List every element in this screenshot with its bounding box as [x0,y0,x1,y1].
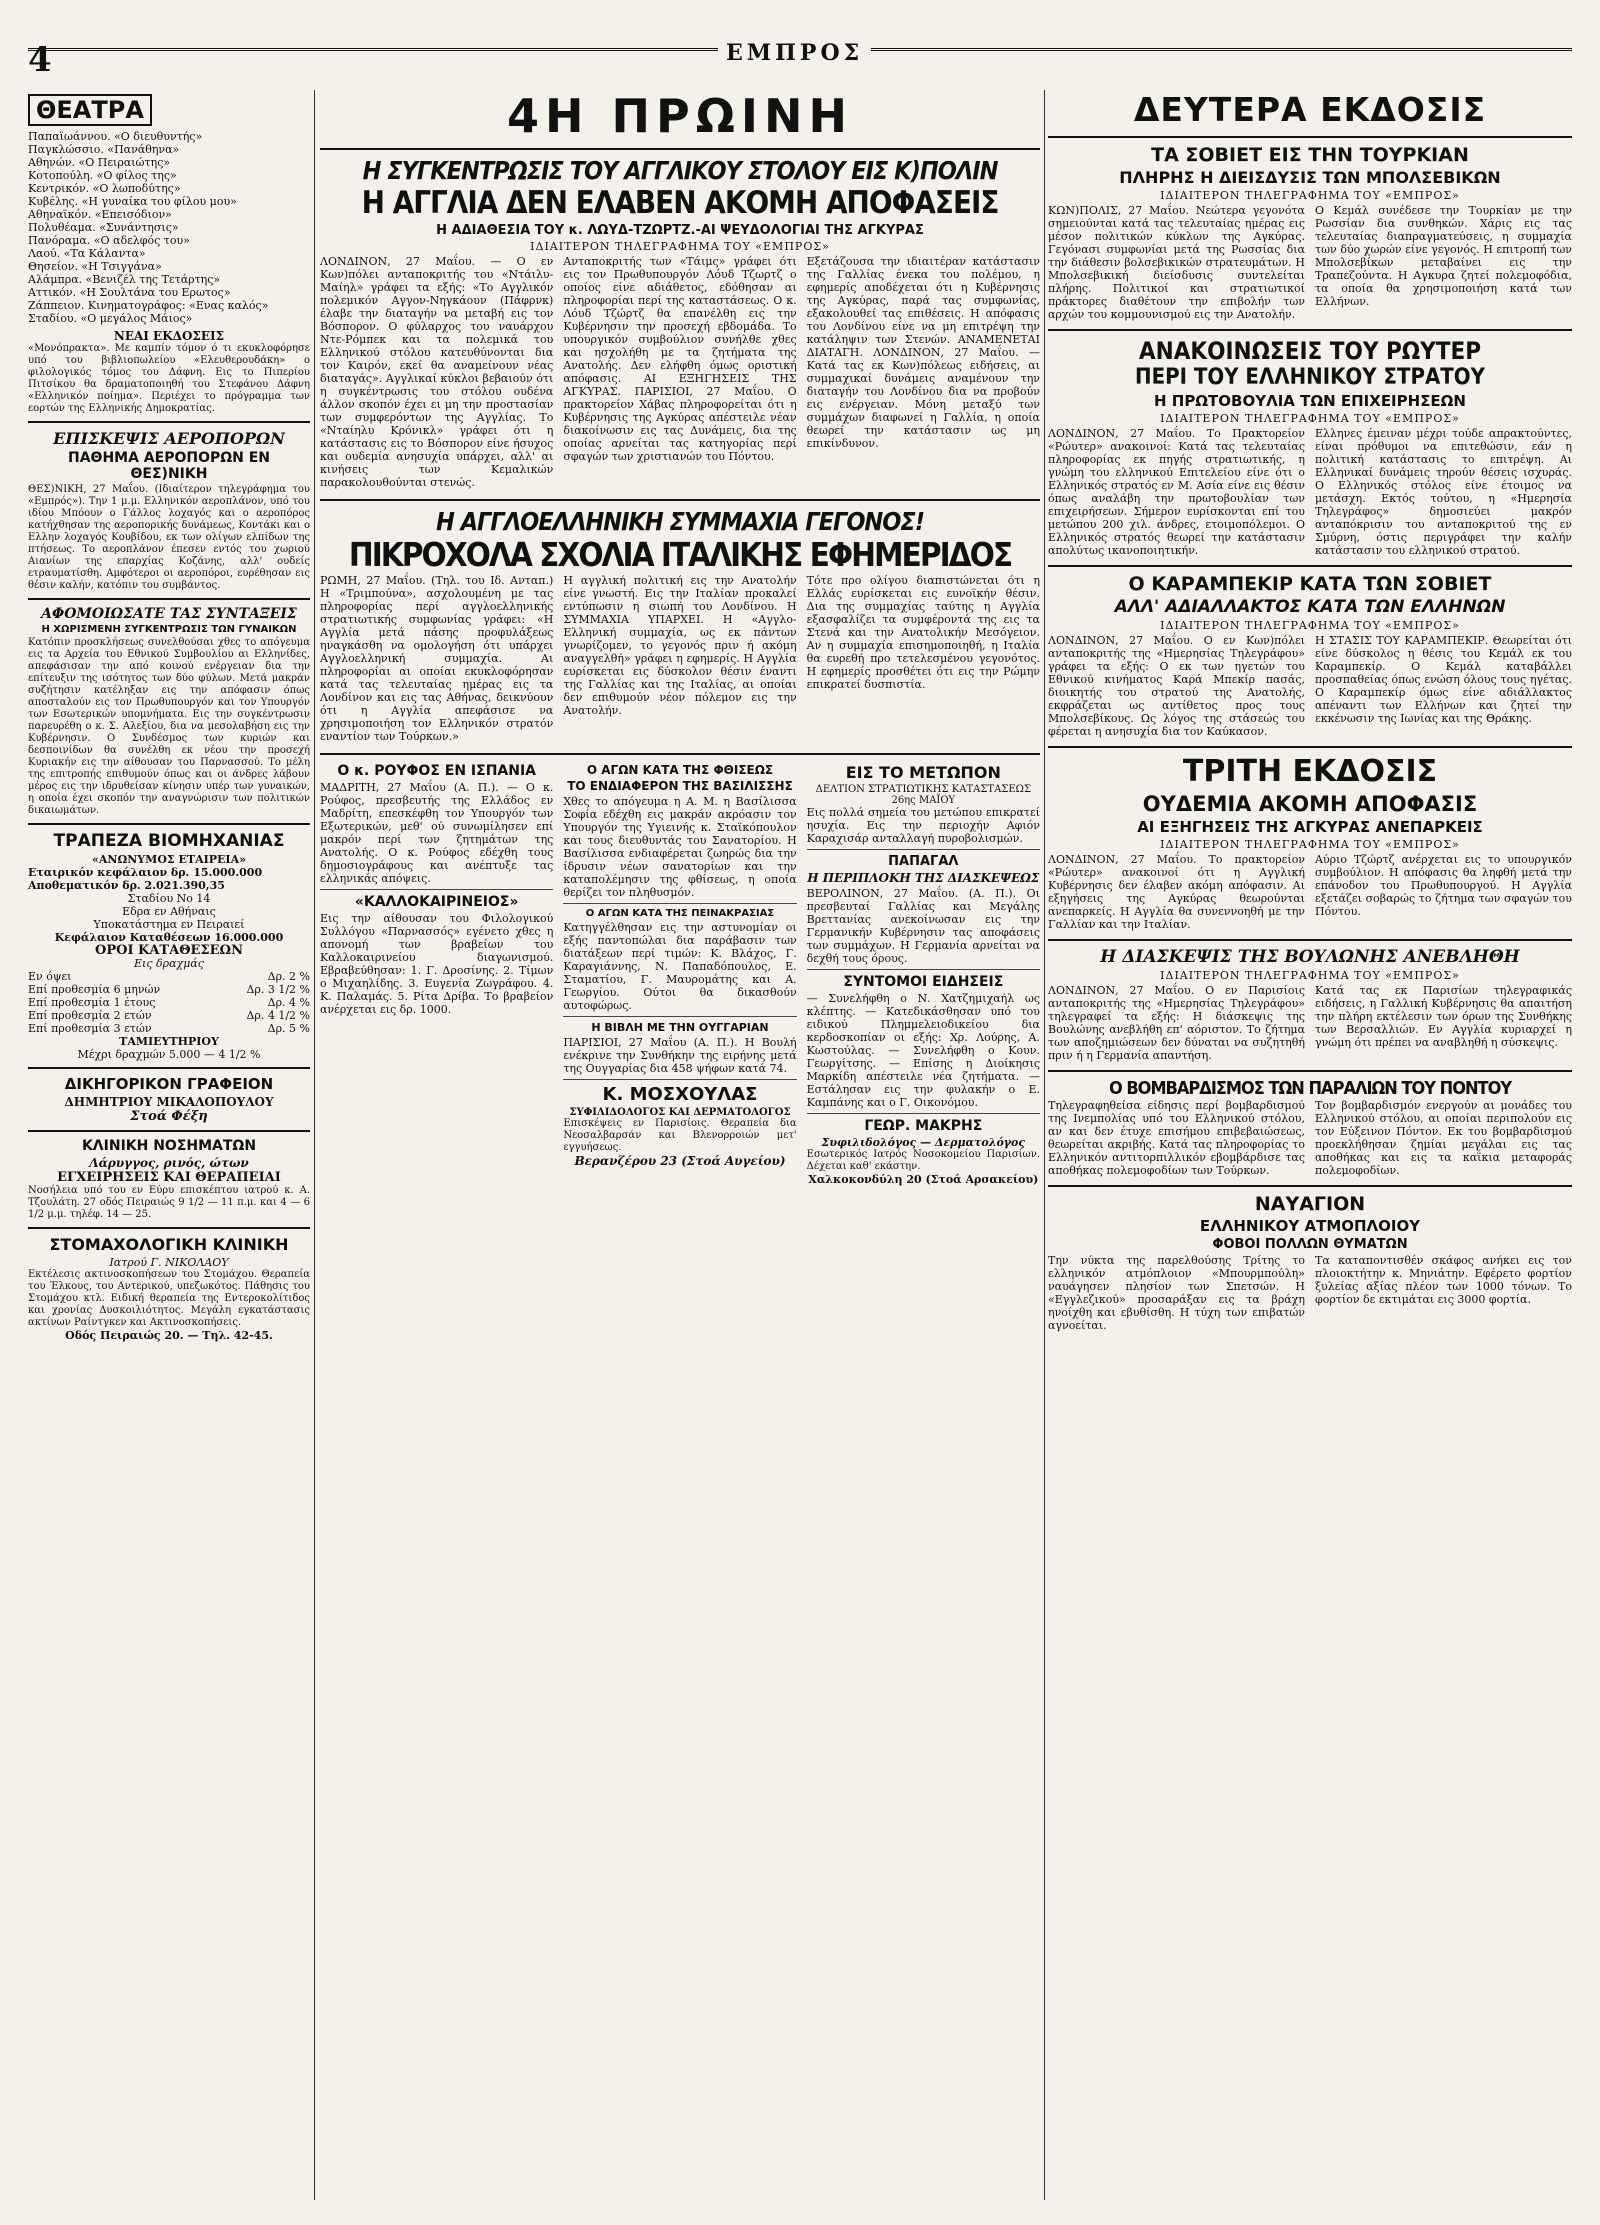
makris-ad-text: Εσωτερικός Ιατρός Νοσοκομείου Παρισίων. Δέχεται καθ' εκάστην. [806,1149,1040,1172]
bank-rate-value: Δρ. 5 % [267,1022,310,1035]
women-text: Κατόπιν προσκλήσεως συνελθούσαι χθες το απόγευμα εις τα Αρχεία του Εθνικού Συμβουλίου αι Ελληνίδες, απεφάσισαν την από κοινού ενέργειαν δια την επίτευξιν της ισότητος των δύο φύλων. Μετά μακράν συζήτησιν κατέληξαν εις την απόφασιν όπως αποσταλούν εις τον Πρωθυπουργόν και τον Υπουργόν των Εσωτερικών υπομνήματα. Εις την συγκέντρωσιν παρευρέθη ο κ. Σ. Αλεξίου, δια να μεσολαβήση εις την Κυβέρνησιν. Ο Συνδέσμος των κυριών και δεσποινίδων θα συνέλθη εκ νέου την προσεχή Κυριακήν εις την αίθουσαν του Παρνασσού. Το μέλη της επιτροπής επιθυμούν όπως και οι άνδρες λάβουν μέρος εις την ιδρυθείσαν κίνησιν υπέρ των γυναικών, η οποία έχει σκοπόν την αναγνώρισιν των πολιτικών δικαιωμάτων. [28,637,310,816]
boulogne-article [1048,984,1572,1062]
divider [1048,329,1572,331]
divider [320,889,553,890]
karabekir-article-col1: ΛΟΝΔΙΝΟΝ, 27 Μαΐου. Ο εν Κων)πόλει ανταποκριτής της «Ημερησίας Τηλεγράφου» γράφει τα εξής: Ο εκ των ηγετών του Εθνικού κινήματος Καρά Μπεκίρ πασάς, διοικητής του στρατού της Ανατολής, εκφράζεται ως αντίθετος προς τους Μπολσεβίκους. Ως λόγος της στάσεώς του φέρεται η ανησυχία δια τον Καύκασον. [1048,634,1305,738]
third-article-col1: ΛΟΝΔΙΝΟΝ, 27 Μαΐου. Το πρακτορείον «Ρώυτερ» ανακοινοί ότι η Αγγλική Κυβέρνησις δεν έλαβεν ακόμη απόφασιν. Αι εξηγήσεις της Αγκύρας θεωρούνται ανεπαρκείς. Η Αγγλία θα συνεννοηθή με την Γαλλίαν και την Ιταλίαν. [1048,853,1305,931]
bank-rate-label: Επί προθεσμία 1 έτους [28,996,156,1009]
pontus-article [1048,1099,1572,1177]
edition-title: 4Η ΠΡΩΙΝΗ [507,89,853,143]
aviation-subtitle: ΠΑΘΗΜΑ ΑΕΡΟΠΟΡΩΝ ΕΝ ΘΕΣ)ΝΙΚΗ [67,450,271,482]
front-text: Εις πολλά σημεία του μετώπου επικρατεί ησυχία. Εις την περιοχήν Αφιόν Καραχισάρ ανταλλαγή πυροβολισμών. [806,806,1040,845]
divider [28,598,310,600]
divider [563,903,796,904]
shipwreck-headline: ΝΑΥΑΓΙΟΝ [1254,1193,1366,1215]
second-edition-title: ΔΕΥΤΕΡΑ ΕΚΔΟΣΙΣ [1133,90,1487,129]
right-column [1048,90,1572,2200]
soviet-article [1048,204,1572,321]
third-edition-title: ΤΡΙΤΗ ΕΚΔΟΣΙΣ [1182,754,1438,789]
theatre-listing: Αλάμπρα. «Βενιζέλ της Τετάρτης» [28,273,221,286]
main-headline-2: Η ΑΓΓΛΙΑ ΔΕΝ ΕΛΑΒΕΝ ΑΚΟΜΗ ΑΠΟΦΑΣΕΙΣ [361,185,999,221]
bank-rate-label: Επί προθεσμία 6 μηνών [28,983,161,996]
third-article-col2: Αύριο Τζώρτζ ανέρχεται εις το υπουργικόν συμβούλιον. Η απόφασις θα ληφθή μετά την επάνοδον του Πρωθυπουργού. Η Αγγλία εξετάζει σοβαρώς το ζήτημα των σφαγών του Πόντου. [1315,853,1572,918]
bank-rate-value: Δρ. 2 % [267,970,310,983]
spain-title: Ο κ. ΡΟΥΦΟΣ ΕΝ ΙΣΠΑΝΙΑ [337,763,537,779]
soviet-article-col2: Ο Κεμάλ συνέδεσε την Τουρκίαν με την Ρωσσίαν δια συνθηκών. Χάρις εις τας τελευταίας διαπραγματεύσεις, η συμμαχία των δύο χωρών είνε γεγονός. Η επιτροπή των Μπολσεβίκων μεταβαίνει εις την Τραπεζούντα. Η Αγκυρα ζητεί πολεμοφόδια, τα οποία θα χρησιμοποιήση κατά των Ελλήνων. [1315,204,1572,308]
middle-column [320,90,1040,2200]
bank-capital: Εταιρικόν κεφάλαιον δρ. 15.000.000 [28,866,263,879]
kallokairineios-title: «ΚΑΛΛΟΚΑΙΡΙΝΕΙΟΣ» [354,894,519,910]
divider [807,849,1040,850]
main-article-col1: ΛΟΝΔΙΝΟΝ, 27 Μαΐου. — Ο εν Κων)πόλει ανταποκριτής του «Ντάιλυ-Μαίηλ» γράφει τα εξής: «Το Αγγλικόν πολεμικόν Αγγον-Νηγκάουν (Πάφρνκ) έλαβε την διαταγήν να μεταβή εις τον Βόσπορον. Ο φύλαρχος του ναυάρχου Ντε-Ρόμπεκ και τα πολεμικά του Ελληνικού στόλου κατευθύνονται δια τον Καιρόν, εκεί θα αναμείνουν νέας διαταγάς». Αγγλικαί κύκλοι βεβαιούν ότι η συγκέντρωσις του στόλου ουδένα άλλον σκοπόν έχει ει μη την προστασίαν των συμφερόντων της Αγγλίας. Το «Νταίηλυ Κρόνικλ» γράφει ότι η κατάστασις εις το Βόσπορον είνε ήσυχος και ουδεμία ανησυχία υπάρχει, αλλ' αι κινήσεις των Κεμαλικών παρακολουθούνται στενώς. [320,255,554,489]
third-article [1048,853,1572,931]
clinic-text: Νοσήλεια υπό του εν Εύρυ επισκέπτου ιατρού κ. Α. Τζουλάτη. 27 οδός Πειραιώς 9 1/2 — 11 π.μ. και 4 — 6 1/2 μ.μ. τηλέφ. 14 — 25. [28,1185,310,1220]
soviet-article-col1: ΚΩΝ)ΠΟΛΙΣ, 27 Μαΐου. Νεώτερα γεγονότα σημειούνται κατά τας τελευταίας ημέρας εις μέσον πολιτικών κύκλων της Αγκύρας. Γεγόνασι συμφωνίαι μετά της Ρωσσίας δια την διάθεσιν βολσεβικικών στρατευμάτων. Η Μπολσεβικική διείσδυσις συντελείται πλήρης. Πολιτικοί και στρατιωτικοί πράκτορες διαθέτουν την επιβολήν των αρχών του κομμουνισμού εις την Ανατολήν. [1048,204,1305,321]
divider [1048,939,1572,941]
shipwreck-headline-2: ΕΛΛΗΝΙΚΟΥ ΑΤΜΟΠΛΟΙΟΥ [1199,1217,1421,1235]
reuter-byline: ΙΔΙΑΙΤΕΡΟΝ ΤΗΛΕΓΡΑΦΗΜΑ ΤΟΥ «ΕΜΠΡΟΣ» [1160,412,1460,425]
hungary-title: Η ΒΙΒΛΗ ΜΕ ΤΗΝ ΟΥΓΓΑΡΙΑΝ [591,1021,769,1034]
divider [28,1067,310,1069]
front-subtitle: ΔΕΛΤΙΟΝ ΣΤΡΑΤΙΩΤΙΚΗΣ ΚΑΤΑΣΤΑΣΕΩΣ 26ης ΜΑΪΟΥ [815,784,1032,806]
masthead [28,40,1572,84]
bank-rates-table [28,970,310,1035]
theatre-listing: Παγκλώσσιο. «Πανάθηνα» [28,143,180,156]
main-article-col3: Εξετάζουσα την ιδιαιτέραν κατάστασιν της Γαλλίας ένεκα του πολέμου, η εφημερίς αποδέχεται ότι η Κυβέρνησις της Αγκύρας, παρά τας συμφωνίας, εξακολουθεί τας επιθέσεις. Η απόφασις του Λονδίνου είνε να μη επιτρέψη την κατάληψιν των Στενών. ΑΝΑΜΕΝΕΤΑΙ ΔΙΑΤΑΓΗ. ΛΟΝΔΙΝΟΝ, 27 Μαΐου. — Κατά τας εκ Κων)πόλεως ειδήσεις, αι συμμαχικαί δυνάμεις αναμένουν την διαταγήν του Λονδίνου δια να προβούν εις ενέργειαν. Μόνη μεταξύ των συμμάχων διαφωνεί η Γαλλία, η οποία θεωρεί την κατάστασιν ως μη επικίνδυνον. [806,255,1040,450]
column-divider [1044,90,1045,2200]
short-news-title: ΣΥΝΤΟΜΟΙ ΕΙΔΗΣΕΙΣ [843,974,1004,990]
spain-text: ΜΑΔΡΙΤΗ, 27 Μαΐου (Α. Π.). — Ο κ. Ρούφος, πρεσβευτής της Ελλάδος εν Μαδρίτη, επεσκέφθη τον Υπουργόν των Εξωτερικών, μεθ' ού συνωμίλησεν επί μακρόν περί των ζητημάτων της Ανατολής. Ο κ. Ρούφος εδέχθη τους δημοσιογράφους και ανέπτυξε τας ελληνικάς απόψεις. [320,781,554,885]
divider [320,753,1040,755]
shipwreck-article [1048,1254,1572,1332]
theatre-listing: Πολυθέαμα. «Συνάντησις» [28,221,179,234]
divider [563,1016,796,1017]
pontus-article-col1: Τηλεγραφηθείσα είδησις περί βομβαρδισμού της Ινεμπολίας υπό του Ελληνικού στόλου, αν και δεν έτυχε επισήμου επιβεβαιώσεως, θεωρείται ακριβής. Κατά τας πληροφορίας το Ελληνικόν αντιτορπιλλικόν εβομβάρδισε τας αποθήκας πολεμοφοδίων των Τούρκων. [1048,1099,1305,1177]
theatre-listing: Αθηνών. «Ο Πειραιώτης» [28,156,171,169]
third-byline: ΙΔΙΑΙΤΕΡΟΝ ΤΗΛΕΓΡΑΦΗΜΑ ΤΟΥ «ΕΜΠΡΟΣ» [1160,838,1460,851]
gastro-clinic-address: Οδός Πειραιώς 20. — Τηλ. 42-45. [65,1329,273,1342]
column-divider [314,90,315,2200]
karabekir-article [1048,634,1572,738]
bank-terms-title: ΟΡΟΙ ΚΑΤΑΘΕΣΕΩΝ [95,943,243,958]
divider [320,148,1040,150]
pontus-article-col2: Τον βομβαρδισμόν ενεργούν αι μονάδες του Ελληνικού στόλου, αι οποίαι περιπολούν εις τον Εύξεινον Πόντον. Εκ του βομβαρδισμού προεκλήθησαν ζημίαι μεγάλαι εις τας αποθήκας και εις τα καΐκια μεταφοράς πολεμοφοδίων. [1315,1099,1572,1177]
makris-ad-address: Χαλκοκονδύλη 20 (Στοά Αρσακείου) [808,1173,1039,1186]
bank-reserve: Αποθεματικόν δρ. 2.021.390,35 [28,879,225,892]
newspaper-page [28,40,1572,2200]
karabekir-article-col2: Η ΣΤΑΣΙΣ ΤΟΥ ΚΑΡΑΜΠΕΚΙΡ. Θεωρείται ότι είνε δύσκολος η θέσις του Κεμάλ εκ του Καραμπεκίρ. Ο Κεμάλ καταβάλλει προσπαθείας όπως ενώση όλους τους ηγέτας. Ο Καραμπεκίρ όμως είνε αδιάλλακτος απέναντι των Ελλήνων και ζητεί την εκκένωσιν της Ιωνίας και της Θράκης. [1315,634,1572,725]
divider [1048,136,1572,138]
law-office-name: ΔΗΜΗΤΡΙΟΥ ΜΙΚΑΛΟΠΟΥΛΟΥ [64,1095,274,1109]
bank-rate-row [28,1022,310,1035]
divider [320,499,1040,501]
shipwreck-subhead: ΦΟΒΟΙ ΠΟΛΛΩΝ ΘΥΜΑΤΩΝ [1212,1237,1408,1252]
reuter-headline: ΑΝΑΚΟΙΝΩΣΕΙΣ ΤΟΥ ΡΩΥΤΕΡ [1138,337,1482,365]
divider [28,823,310,825]
moschoulas-ad-address: Βερανζέρου 23 (Στοά Αυγείου) [574,1154,786,1168]
alliance-headline: Η ΑΓΓΛΟΕΛΛΗΝΙΚΗ ΣΥΜΜΑΧΙΑ ΓΕΓΟΝΟΣ! [436,507,924,536]
divider [563,1079,796,1080]
theatre-listing: Κοτοπούλη. «Ο φίλος της» [28,169,177,182]
theatre-listing: Κυβέλης. «Η γυναίκα του φίλου μου» [28,195,237,208]
theatre-listing: Αττικόν. «Η Σουλτάνα του Ερωτος» [28,286,231,299]
boulogne-byline: ΙΔΙΑΙΤΕΡΟΝ ΤΗΛΕΓΡΑΦΗΜΑ ΤΟΥ «ΕΜΠΡΟΣ» [1160,969,1460,982]
price-control-title: Ο ΑΓΩΝ ΚΑΤΑ ΤΗΣ ΠΕΙΝΑΚΡΑΣΙΑΣ [585,908,775,919]
divider [807,1113,1040,1114]
divider [1048,1070,1572,1072]
lower-middle [320,761,1040,1186]
law-office-title: ΔΙΚΗΓΟΡΙΚΟΝ ΓΡΑΦΕΙΟΝ [64,1075,274,1093]
bank-rate-value: Δρ. 3 1/2 % [246,983,310,996]
alliance-article-col2: Η αγγλική πολιτική εις την Ανατολήν είνε γνωστή. Εις την Ιταλίαν προκαλεί εντύπωσιν η σιωπή του Λονδίνου. Η ΣΥΜΜΑΧΙΑ ΥΠΑΡΧΕΙ. Η «Αγγλο-Ελληνική συμμαχία, ως εκ πάντων γνωρίζομεν, το γεγονός πριν ή ακόμη αναγγελθή» γράφει η εφημερίς. Η Αγγλία ευρίσκεται εις δύσκολον θέσιν έναντι της Γαλλίας και της Ιταλίας, αι οποίαι δεν επιθυμούν νέον πόλεμον εις την Ανατολήν. [563,574,797,717]
theatre-listing: Παπαϊωάννου. «Ο διευθυντής» [28,130,203,143]
clinic-line2: ΕΓΧΕΙΡΗΣΕΙΣ ΚΑΙ ΘΕΡΑΠΕΙΑΙ [57,1170,281,1185]
bank-branch: Υποκατάστημα εν Πειραιεί [93,918,245,931]
moschoulas-ad-subtitle: ΣΥΦΙΛΙΔΟΛΟΓΟΣ ΚΑΙ ΔΕΡΜΑΤΟΛΟΓΟΣ [569,1107,791,1118]
bank-rate-value: Δρ. 4 1/2 % [246,1009,310,1022]
bank-rate-row [28,1009,310,1022]
theatre-listing: Λαού. «Τα Κάλαντα» [28,247,146,260]
makris-ad-title: ΓΕΩΡ. ΜΑΚΡΗΣ [864,1118,983,1134]
gastro-clinic-title: ΣΤΟΜΑΧΟΛΟΓΙΚΗ ΚΛΙΝΙΚΗ [49,1235,289,1254]
theatre-listing: Ζάππειον. Κινηματογράφος: «Ενας καλός» [28,299,269,312]
theatre-listing: Πανόραμα. «Ο αδελφός του» [28,234,190,247]
tuberculosis-title: Ο ΑΓΩΝ ΚΑΤΑ ΤΗΣ ΦΘΙΣΕΩΣ [586,763,774,777]
bank-rate-value: Δρ. 4 % [267,996,310,1009]
theatre-listing: Αθηναϊκόν. «Επεισόδιον» [28,208,172,221]
divider [1048,565,1572,567]
bank-address: Σταδίου Νο 14 [127,892,211,905]
short-news-text: — Συνελήφθη ο Ν. Χατζημιχαήλ ως κλέπτης. — Κατεδικάσθησαν υπό του ειδικού Πλημμελειοδικείου δια κερδοσκοπίαν οι εξής: Χρ. Λούρης, Α. Κωστούλας. — Συνελήφθη ο Κουν. Γεωργίτσης. — Επίσης η Διοίκησις Μαρκίδη απέστειλε νέα ζητήματα. — Εστάλησαν εις την φυλακήν ο Ε. Καμπάνης και ο Γ. Οικονόμου. [806,992,1040,1109]
gastro-clinic-text: Εκτέλεσις ακτινοσκοπήσεων του Στομάχου. Θεραπεία του Έλκους, του Αντερικού, υπεζωκότος. Πάθησις του Στομάχου κτλ. Ειδική θεραπεία της Εντεροκολίτιδος και χρονίας Δυσκοιλιότητος. Μεγάλη εγκατάστασις ακτίνων Ραίντγκεν και Ακτινοσκοπήσεις. [28,1269,310,1328]
law-office-address: Στοά Φέξη [130,1109,208,1124]
kallokairineios-text: Εις την αίθουσαν του Φιλολογικού Συλλόγου «Παρνασσός» εγένετο χθες η απονομή των βραβείων του Καλλοκαιρινείου διαγωνισμού. Εβραβεύθησαν: 1. Γ. Δροσίνης. 2. Τίμων ο Μιχαηλίδης. 3. Ευγενία Ζωγράφου. 4. Κ. Παλαμάς. 5. Ρίτα Δρίβα. Το βραβείον ανέρχεται εις δρ. 1000. [320,912,554,1016]
divider [28,1227,310,1229]
reuter-article-col1: ΛΟΝΔΙΝΟΝ, 27 Μαΐου. Το Πρακτορείον «Ρώυτερ» ανακοινοί: Κατά τας τελευταίας πληροφορίας εκ πηγής στρατιωτικής, η γνώμη του ελληνικού Επιτελείου είνε ότι ο Ελληνικός στρατός εν Μ. Ασία είνε εις θέσιν όπως αναλάβη την πρωτοβουλίαν των επιχειρήσεων. Σήμερον ευρίσκονται επί του μετώπου 200 χιλ. άνδρες, ετοιμοπόλεμοι. Ο Ελληνικός στρατός θεωρεί την κατάστασιν απολύτως ικανοποιητικήν. [1048,427,1305,557]
alliance-headline-2: ΠΙΚΡΟΧΟΛΑ ΣΧΟΛΙΑ ΙΤΑΛΙΚΗΣ ΕΦΗΜΕΡΙΔΟΣ [348,535,1012,574]
aviation-text: ΘΕΣ)ΝΙΚΗ, 27 Μαΐου. (Ιδιαίτερον τηλεγράφημα του «Εμπρός»). Την 1 μ.μ. Ελληνικόν αεροπλάνον, υπό του ιδίου Μπόουν ο Γάλλος λοχαγός και ο αεροπόρος κατήχθησαν της αεροπορικής δυνάμεως, Κοντάκι και ο Ελλην λοχαγός Κουβίδου, εκ των ολίγων ελπίδων της πτήσεως. Το αεροπλάνον έπεσεν εντός του χωριού Αιανίων της επαρχίας Κοζάνης, αλλ' ουδείς ετραυματίσθη. Αμφότεροι οι αεροπόροι, ευρέθησαν εις θέσιν καλήν, κατόπιν του συμβάντος. [28,484,310,591]
women-subtitle: Η ΧΩΡΙΣΜΕΝΗ ΣΥΓΚΕΝΤΡΩΣΙΣ ΤΩΝ ΓΥΝΑΙΚΩΝ [41,624,297,635]
clinic-title: ΚΛΙΝΙΚΗ ΝΟΣΗΜΑΤΩΝ [81,1138,257,1154]
page-number: 4 [28,40,52,80]
price-control-text: Κατηγγέλθησαν εις την αστυνομίαν οι εξής παντοπώλαι δια παράβασιν των διατάξεων περί τιμών: Κ. Βλάχος, Γ. Καραγιάννης, Ν. Παπαδόπουλος, Ε. Σταματίου, Γ. Μαυρομάτης και Α. Γεωργίου. Ούτοι θα δικασθούν αυτοφώρως. [563,921,797,1012]
boulogne-headline: Η ΔΙΑΣΚΕΨΙΣ ΤΗΣ ΒΟΥΛΩΝΗΣ ΑΝΕΒΛΗΘΗ [1100,947,1520,967]
tuberculosis-text: Χθες το απόγευμα η Α. Μ. η Βασίλισσα Σοφία εδέχθη εις μακράν ακρόασιν τον Υπουργόν της Υγιεινής κ. Σταϊκόπουλον και τους διευθυντάς του Σανατορίου. Η Βασίλισσα ενδιαφέρεται ζωηρώς δια την ίδρυσιν νέων σανατορίων και την καταπολέμησιν της φθίσεως, η οποία θερίζει τον πληθυσμόν. [563,795,797,899]
bank-rate-row [28,996,310,1009]
front-title: ΕΙΣ ΤΟ ΜΕΤΩΠΟΝ [845,763,1001,782]
makris-ad-subtitle: Συφιλιδολόγος — Δερματολόγος [821,1136,1026,1149]
main-subhead: Η ΑΔΙΑΘΕΣΙΑ ΤΟΥ κ. ΛΩΥΔ-ΤΖΩΡΤΖ.-ΑΙ ΨΕΥΔΟΛΟΓΙΑΙ ΤΗΣ ΑΓΚΥΡΑΣ [436,223,924,238]
clinic-line1: Λάρυγγος, ρινός, ώτων [89,1156,249,1170]
reuter-article [1048,427,1572,557]
boulogne-article-col1: ΛΟΝΔΙΝΟΝ, 27 Μαΐου. Ο εν Παρισίοις ανταποκριτής της «Ημερησίας Τηλεγράφου» τηλεγραφεί τα εξής: Η διάσκεψις της Βουλώνης ανεβλήθη επ' αόριστον. Το ζήτημα των αποζημιώσεων δεν δύναται να συζητηθή πριν ή η Γερμανία απαντήση. [1048,984,1305,1062]
bank-title: ΤΡΑΠΕΖΑ ΒΙΟΜΗΧΑΝΙΑΣ [53,831,285,851]
left-column [28,90,310,2200]
bank-rate-label: Επί προθεσμία 2 ετών [28,1009,152,1022]
reuter-subhead: Η ΠΡΩΤΟΒΟΥΛΙΑ ΤΩΝ ΕΠΙΧΕΙΡΗΣΕΩΝ [1153,392,1466,410]
main-headline: Η ΣΥΓΚΕΝΤΡΩΣΙΣ ΤΟΥ ΑΓΓΛΙΚΟΥ ΣΤΟΛΟΥ ΕΙΣ Κ)ΠΟΛΙΝ [362,156,998,185]
gastro-clinic-doctor: Ιατρού Γ. ΝΙΚΟΛΑΟΥ [109,1256,229,1269]
main-article-col2: Ανταποκριτής των «Τάιμς» γράφει ότι εις τον Πρωθυπουργόν Λόυδ Τζωρτζ ο οποίος είνε αδιάθετος, εδόθησαν αι πληροφορίαι περί της καταστάσεως. Ο κ. Λόυδ Τζώρτζ θα επανέλθη εις την Κυβέρνησιν την προσεχή εβδομάδα. Το υπουργικόν συμβούλιον συνήλθε χθες και ησχολήθη με τα ζητήματα της Ανατολής. Δεν ελήφθη όμως οριστική απόφασις. ΑΙ ΕΞΗΓΗΣΕΙΣ ΤΗΣ ΑΓΚΥΡΑΣ. ΠΑΡΙΣΙΟΙ, 27 Μαΐου. Ο πρακτορείον Χάβας πληροφορείται ότι η Κυβέρνησις της Αγκύρας απέστειλε νέαν διακοίνωσιν εις τας Δυνάμεις, δια της οποίας αρνείται τας κατηγορίας περί σφαγών των χριστιανών του Πόντου. [563,255,797,463]
soviet-byline: ΙΔΙΑΙΤΕΡΟΝ ΤΗΛΕΓΡΑΦΗΜΑ ΤΟΥ «ΕΜΠΡΟΣ» [1160,189,1460,202]
theatre-listing: Κεντρικόν. «Ο λωποδύτης» [28,182,181,195]
bank-rate-row [28,983,310,996]
third-headline: ΟΥΔΕΜΙΑ ΑΚΟΜΗ ΑΠΟΦΑΣΙΣ [1142,792,1478,816]
main-byline: ΙΔΙΑΙΤΕΡΟΝ ΤΗΛΕΓΡΑΦΗΜΑ ΤΟΥ «ΕΜΠΡΟΣ» [530,240,830,253]
moschoulas-ad-text: Επισκέψεις εν Παρισίοις. Θεραπεία δια Νεοσαλβαρσάν και Βλενορροιών μετ' εγγυήσεως. [563,1118,797,1153]
shipwreck-article-col2: Τα καταποντισθέν σκάφος ανήκει εις τον πλοιοκτήτην κ. Μηνιάτην. Εφέρετο φορτίον ξυλείας αξίας πλέον των 1000 τόνων. Το φορτίον δε εκτιμάται εις 3000 φορτία. [1315,1254,1572,1306]
conference-text: ΒΕΡΟΛΙΝΟΝ, 27 Μαΐου. (Α. Π.). Οι πρεσβευταί Γαλλίας και Μεγάλης Βρεττανίας ανεκοίνωσαν εις την Γερμανικήν Κυβέρνησιν τας αποφάσεις των συμμάχων. Η Γερμανία αρνείται να δεχθή τους όρους. [806,887,1040,965]
soviet-subhead: ΠΛΗΡΗΣ Η ΔΙΕΙΣΔΥΣΙΣ ΤΩΝ ΜΠΟΛΣΕΒΙΚΩΝ [1119,168,1501,187]
alliance-article-col1: ΡΩΜΗ, 27 Μαΐου. (Τηλ. του Ιδ. Ανταπ.) Η «Τριμπούνα», ασχολουμένη με τας πληροφορίας περί αγγλοελληνικής στρατιωτικής συμφωνίας γράφει: «Η Αγγλία μετά πάσης προφυλάξεως ηναγκάσθη να ομολογήση ότι υπάρχει Αγγλοελληνική συμμαχία. Αι πληροφορίαι αι οποίαι εκυκλοφόρησαν κατά τας τελευταίας ημέρας εις τα Λονδίνον και εις τας Αθήνας, δεικνύουν ότι η Αγγλία απεφάσισε να χρησιμοποιήση τον Ελληνικόν στρατόν εναντίον των Τούρκων.» [320,574,554,743]
alliance-article [320,574,1040,743]
paper-name: ΕΜΠΡΟΣ [718,40,871,66]
divider [1048,1185,1572,1187]
bank-rate-label: Επί προθεσμία 3 ετών [28,1022,152,1035]
theatre-listing: Σταδίου. «Ο μεγάλος Μάιος» [28,312,193,325]
shipwreck-article-col1: Την νύκτα της παρελθούσης Τρίτης το ελληνικόν ατμόπλοιον «Μπουρμπούλη» ναυάγησεν πλησίον των Σπετσών. Η «Εγγλεζικού» προσαράξαν εις τα βράχη ηνοίχθη και εβυθίσθη. Η τύχη των επιβατών αγνοείται. [1048,1254,1305,1332]
bank-subtitle: «ΑΝΩΝΥΜΟΣ ΕΤΑΙΡΕΙΑ» [92,853,246,866]
karabekir-headline: Ο ΚΑΡΑΜΠΕΚΙΡ ΚΑΤΑ ΤΩΝ ΣΟΒΙΕΤ [1128,573,1492,595]
divider [28,421,310,423]
reuter-headline-2: ΠΕΡΙ ΤΟΥ ΕΛΛΗΝΙΚΟΥ ΣΤΡΑΤΟΥ [1135,365,1485,390]
aviation-title: ΕΠΙΣΚΕΨΙΣ ΑΕΡΟΠΟΡΩΝ [53,429,285,448]
moschoulas-ad-title: Κ. ΜΟΣΧΟΥΛΑΣ [602,1084,758,1105]
bank-rate-label: Εν όψει [28,970,72,983]
divider [1048,746,1572,748]
reuter-article-col2: Ελληνες έμειναν μέχρι τούδε απρακτούντες, είναι πρόθυμοι να επιτεθώσιν, εάν η πολιτική κατάστασις το επιτρέψη. Αι Ελληνικαί δυνάμεις τηρούν θέσεις ισχυράς. Ο Ελληνικός στόλος είνε έτοιμος να μετάσχη. Εκτός τούτου, η «Ημερησία Τηλεγράφος» δημοσιεύει μακρόν ανταπόκρισιν του ανταποκριτού της εν Σμύρνη, όστις περιγράφει την καλήν κατάστασιν του ελληνικού στρατού. [1315,427,1572,557]
boulogne-article-col2: Κατά τας εκ Παρισίων τηλεγραφικάς ειδήσεις, η Γαλλική Κυβέρνησις θα απαιτήση την πλήρη εκτέλεσιν των όρων της Συνθήκης των Βερσαλλιών. Εν Αγγλία κυριαρχεί η γνώμη ότι πρέπει να αναβληθή η σύσκεψις. [1315,984,1572,1049]
third-subhead: ΑΙ ΕΞΗΓΗΣΕΙΣ ΤΗΣ ΑΓΚΥΡΑΣ ΑΝΕΠΑΡΚΕΙΣ [1137,818,1483,836]
divider [28,1130,310,1132]
bank-deposits: Κεφάλαιον Καταθέσεων 16.000.000 [54,931,284,944]
bank-seat: Εδρα εν Αθήναις [122,905,216,918]
soviet-headline: ΤΑ ΣΟΒΙΕΤ ΕΙΣ ΤΗΝ ΤΟΥΡΚΙΑΝ [1151,144,1469,166]
hungary-text: ΠΑΡΙΣΙΟΙ, 27 Μαΐου (Α. Π.). Η Βουλή ενέκρινε την Συνθήκην της ειρήνης μετά της Ουγγαρίας δια 458 ψήφων κατά 74. [563,1036,797,1075]
bank-rate-row [28,970,310,983]
conference-title: Η ΠΕΡΙΠΛΟΚΗ ΤΗΣ ΔΙΑΣΚΕΨΕΩΣ [807,871,1040,885]
bank-savings-row: Μέχρι δραχμών 5.000 — 4 1/2 % [77,1048,261,1061]
main-article [320,255,1040,489]
new-editions-title: ΝΕΑΙ ΕΚΔΟΣΕΙΣ [113,329,225,343]
tuberculosis-subtitle: ΤΟ ΕΝΔΙΑΦΕΡΟΝ ΤΗΣ ΒΑΣΙΛΙΣΣΗΣ [567,779,793,793]
women-title: ΑΦΟΜΟΙΩΣΑΤΕ ΤΑΣ ΣΥΝΤΑΞΕΙΣ [41,606,297,622]
theatres-title: ΘΕΑΤΡΑ [28,94,152,126]
bank-terms-sub: Εις δραχμάς [134,957,204,970]
alliance-article-col3: Τότε προ ολίγου διαπιστώνεται ότι η Ελλάς ευρίσκεται εις ευνοϊκήν θέσιν. Δια της συμμαχίας ταύτης η Αγγλία εξασφαλίζει τα συμφέροντά της εις τα Στενά και την Ανατολικήν Μεσόγειον. Αν η συμμαχία επισημοποιηθή, η Ιταλία θα ευρεθή προ τετελεσμένου γεγονότος. Η εφημερίς προσθέτει ότι εις την Ρώμην επικρατεί δυσπιστία. [806,574,1040,691]
conference-label: ΠΑΠΑΓΑΛ [888,854,959,869]
divider [807,969,1040,970]
bank-savings-title: ΤΑΜΙΕΥΤΗΡΙΟΥ [119,1035,219,1048]
theatre-listing: Θησείον. «Η Τσιγγάνα» [28,260,162,273]
pontus-headline: Ο ΒΟΜΒΑΡΔΙΣΜΟΣ ΤΩΝ ΠΑΡΑΛΙΩΝ ΤΟΥ ΠΟΝΤΟΥ [1108,1078,1512,1099]
theatres-list [28,130,310,325]
karabekir-headline-2: ΑΛΛ' ΑΔΙΑΛΛΑΚΤΟΣ ΚΑΤΑ ΤΩΝ ΕΛΛΗΝΩΝ [1114,597,1506,617]
new-editions-text: «Μονόπρακτα». Με καμπίν τόμον ό τι εκυκλοφόρησε υπό του βιβλιοπωλείου «Ελευθερουδάκη» ο φιλολογικός τόμος του Δάφνη. Εις το Πιπερίου Πιτσίκου θα δραματοποιηθή του Στεφάνου Δάφνη «Ελληνικόν ποίημα». Περιέχει το πρόγραμμα των εορτών της Ελληνικής Δημοκρατίας. [28,343,310,414]
karabekir-byline: ΙΔΙΑΙΤΕΡΟΝ ΤΗΛΕΓΡΑΦΗΜΑ ΤΟΥ «ΕΜΠΡΟΣ» [1160,619,1460,632]
